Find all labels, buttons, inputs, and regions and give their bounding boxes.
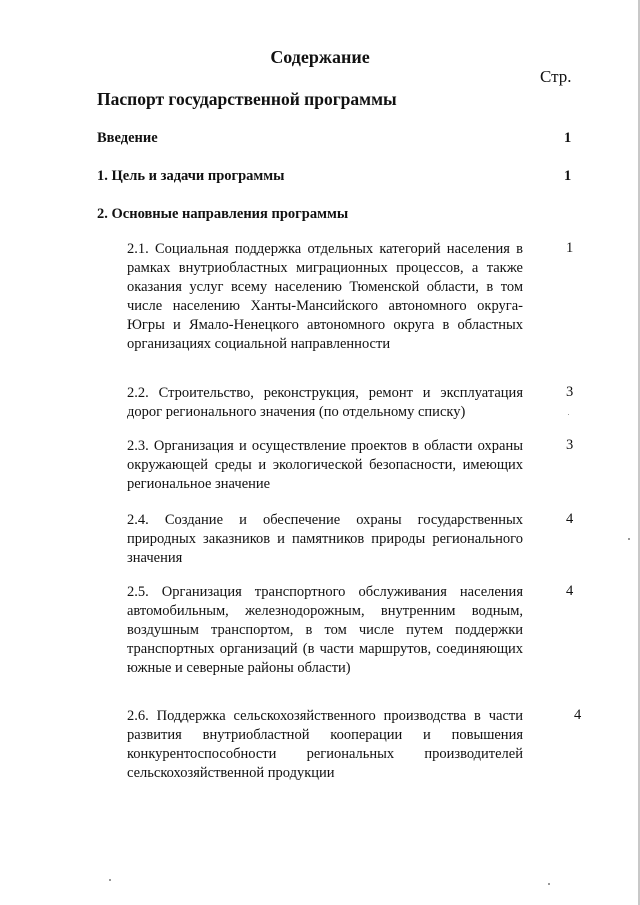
toc-section-page: 1 (564, 130, 572, 146)
passport-heading: Паспорт государственной программы (97, 89, 397, 109)
toc-subsection-page: 4 (574, 707, 582, 723)
scan-speck (548, 883, 550, 885)
toc-subsection-2-3: 2.3. Организация и осуществление проектов в области охраны окружающей среды и экологической безопасности, имеющих региональное значение (127, 438, 523, 492)
toc-section-directions: 2. Основные направления программы (97, 206, 349, 222)
toc-subsection-page: 3 (566, 437, 574, 453)
toc-subsection-page: 4 (566, 583, 574, 599)
scan-speck (628, 538, 630, 540)
scan-speck (109, 879, 111, 881)
toc-subsection-2-1: 2.1. Социальная поддержка отдельных категорий населения в рамках внутриобластных миграционных процессов, а также оказания услуг всему населению Тюменской области, в том числе населению Ханты-Мансийского автономного округа-Югры и Ямало-Ненецкого автономного округа в областных организациях социальной направленности (127, 241, 523, 352)
toc-subsection-page: 3 (566, 384, 574, 400)
toc-subsection-2-5: 2.5. Организация транспортного обслуживания населения автомобильным, железнодорожным, внутренним водным, воздушным транспортом, в том числе путем поддержки транспортных организаций (в части маршрутов, соединяющих южные и северные районы области) (127, 584, 523, 676)
toc-subsection-page: 4 (566, 511, 574, 527)
toc-subsection-2-6: 2.6. Поддержка сельскохозяйственного производства в части развития внутриобластной кооперации и повышения конкурентоспособности региональных производителей сельскохозяйственной продукции (127, 708, 523, 781)
toc-section-goals: 1. Цель и задачи программы (97, 168, 285, 184)
scan-speck (568, 414, 569, 415)
toc-subsection-2-4: 2.4. Создание и обеспечение охраны государственных природных заказников и памятников природы регионального значения (127, 512, 523, 566)
toc-subsection-2-2: 2.2. Строительство, реконструкция, ремонт и эксплуатация дорог регионального значения (по отдельному списку) (127, 385, 523, 420)
page-column-label: Стр. (540, 67, 572, 86)
toc-subsection-page: 1 (566, 240, 574, 256)
toc-section-introduction: Введение (97, 130, 158, 146)
toc-section-page: 1 (564, 168, 572, 184)
page-title: Содержание (270, 47, 370, 67)
